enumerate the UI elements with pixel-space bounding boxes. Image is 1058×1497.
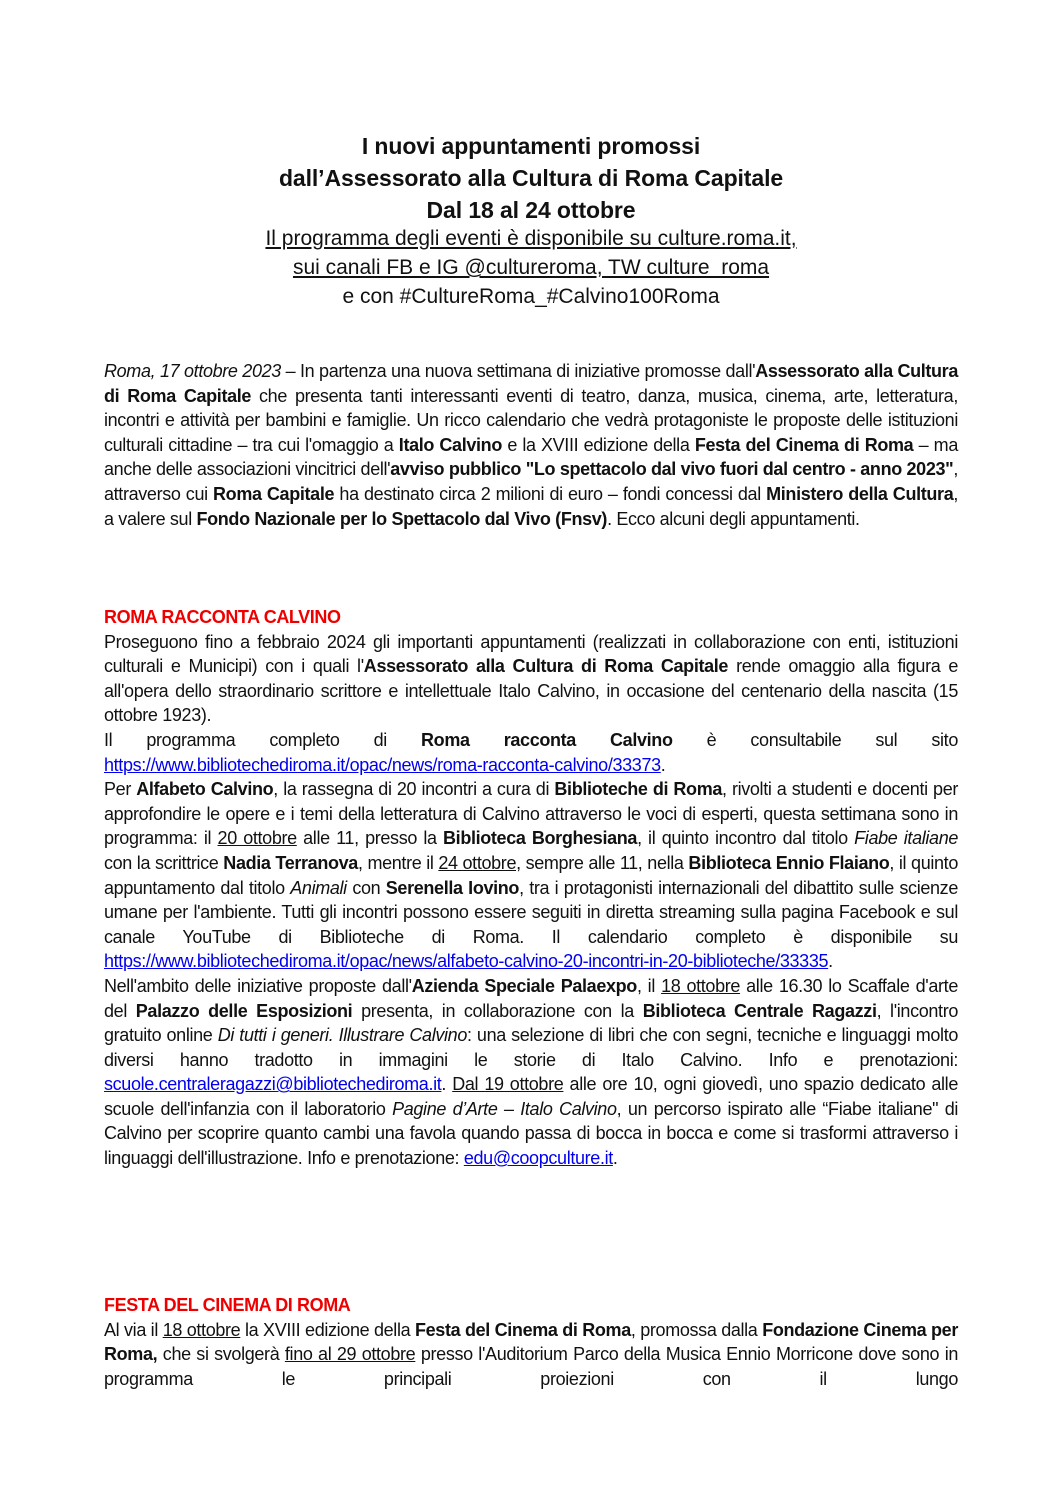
text: , rivolti a studenti e docenti per approfondire le opere e i temi della letteratura di Calvino attraverso le voci di esperti, questa settimana sono in programma: il	[104, 779, 959, 849]
bold-text: Alfabeto Calvino	[136, 779, 274, 800]
underlined-date: Dal 19 ottobre	[452, 1074, 564, 1095]
bold-text: Assessorato alla Cultura di Roma Capitale	[104, 361, 958, 406]
bold-text: Biblioteche di Roma	[554, 779, 723, 800]
alfabeto-calvino-link[interactable]: https://www.bibliotechediroma.it/opac/news/alfabeto-calvino-20-incontri-in-20-biblioteche/33335	[104, 951, 829, 972]
text: Per	[104, 779, 137, 800]
title-line-1: I nuovi appuntamenti promossi	[361, 133, 701, 159]
title-line-2: dall’Assessorato alla Cultura di Roma Capitale	[278, 165, 784, 191]
bold-text: Festa del Cinema di Roma	[694, 434, 914, 455]
text: presenta, in collaborazione con la	[352, 1000, 643, 1021]
text: , tra i protagonisti internazionali del dibattito sulle scienze umane per l'ambiente. Tutti gli incontri possono essere seguiti in diretta streaming sulla pagina Facebook e sul canale YouTube di Biblioteche di Roma. Il calendario completo è disponibile su	[104, 877, 958, 947]
text: , il	[636, 975, 662, 996]
subtitle-line-2: sui canali FB e IG @cultureroma, TW culture_roma	[292, 256, 770, 279]
subtitle	[104, 224, 958, 311]
bold-text: Azienda Speciale Palaexpo	[411, 975, 637, 996]
bold-text: Assessorato alla Cultura di Roma Capitale	[363, 656, 729, 677]
text: e la XVIII edizione della	[501, 434, 695, 455]
text: Al via il	[104, 1319, 163, 1340]
underlined-date: 20 ottobre	[217, 828, 297, 849]
bold-text: avviso pubblico "Lo spettacolo dal vivo fuori dal centro - anno 2023"	[390, 459, 954, 480]
text: la XVIII edizione della	[240, 1319, 415, 1340]
subtitle-line-1: Il programma degli eventi è disponibile su culture.roma.it,	[265, 227, 797, 250]
bold-text: Biblioteca Centrale Ragazzi	[642, 1000, 877, 1021]
text: sempre alle 11, nella	[520, 852, 689, 873]
text: alle 11, presso la	[296, 828, 444, 849]
bold-text: Palazzo delle Esposizioni	[135, 1000, 353, 1021]
text: è consultabile sul sito	[672, 729, 958, 750]
text: rende omaggio alla figura e all'opera dello straordinario scrittore e intellettuale Italo Calvino, in occasione del centenario della nascita (15 ottobre 1923).	[104, 656, 958, 726]
text: .	[612, 1148, 618, 1169]
text: che si svolgerà	[157, 1344, 285, 1365]
text: , la rassegna di 20 incontri a cura di	[273, 779, 555, 800]
scuole-email-link[interactable]: scuole.centraleragazzi@bibliotechediroma.it	[104, 1074, 442, 1095]
italic-title: Fiabe italiane	[854, 828, 959, 849]
text: : una selezione di libri che con segni, tecniche e linguaggi molto diversi hanno tradotto in immagini le storie di Italo Calvino. Info e prenotazioni:	[104, 1025, 959, 1070]
text: .	[660, 754, 666, 775]
text: con la scrittrice	[104, 852, 224, 873]
text: , un percorso ispirato alle “Fiabe italiane" di Calvino per scoprire quanto cambi una favola quando passa di bocca in bocca e come si trasformi attraverso i linguaggi dell'illustrazione. Info e prenotazione:	[104, 1098, 958, 1169]
underlined-date: 24 ottobre,	[438, 852, 521, 873]
section-heading: ROMA RACCONTA CALVINO	[104, 607, 341, 627]
dateline: Roma, 17 ottobre 2023	[104, 361, 281, 381]
subtitle-line-3: e con #CultureRoma_#Calvino100Roma	[342, 285, 720, 308]
text: , il quinto incontro dal titolo	[637, 828, 855, 849]
bold-text: Italo Calvino	[398, 434, 502, 455]
paragraph	[104, 974, 958, 1171]
intro-paragraph	[104, 359, 958, 531]
text: – ma anche delle associazioni vincitrici dell'	[104, 434, 958, 480]
text: , il quinto appuntamento dal titolo	[104, 852, 958, 898]
italic-title: Pagine d’Arte – Italo Calvino	[392, 1098, 617, 1119]
text: – In partenza una nuova settimana di iniziative promosse dall'	[280, 361, 756, 381]
text: presso l'Auditorium Parco della Musica Ennio Morricone dove sono in programma le principali proiezioni con il lungo	[104, 1344, 958, 1389]
bold-text: Fondazione Cinema per Roma,	[104, 1319, 958, 1365]
paragraph	[104, 777, 958, 974]
bold-text: Roma Capitale	[213, 483, 335, 504]
italic-title: Animali	[290, 877, 347, 898]
text: , a valere sul	[104, 483, 959, 529]
section-festa-del-cinema	[104, 1293, 958, 1391]
bold-text: Biblioteca Ennio Flaiano	[688, 852, 890, 873]
paragraph	[104, 1318, 958, 1392]
text: con	[346, 877, 386, 898]
bold-text: Ministero della Cultura	[766, 483, 954, 504]
text: che presenta tanti interessanti eventi di teatro, danza, musica, cinema, arte, letteratura, incontri e attività per bambini e famiglie. Un ricco calendario che vedrà protagoniste le proposte delle istituzioni culturali cittadine – tra cui l'omaggio a	[104, 385, 958, 455]
bold-text: Nadia Terranova	[223, 852, 358, 873]
bold-text: Fondo Nazionale per lo Spettacolo dal Vivo (Fnsv)	[196, 508, 608, 529]
page-title	[104, 130, 958, 226]
text: .	[828, 951, 833, 972]
paragraph	[104, 630, 958, 728]
text: Proseguono fino a febbraio 2024 gli importanti appuntamenti (realizzati in collaborazione con enti, istituzioni culturali e Municipi) con i quali l'	[104, 631, 958, 677]
text: .	[441, 1074, 453, 1095]
text: alle ore 10, ogni giovedì, uno spazio dedicato alle scuole dell'infanzia con il laboratorio	[104, 1074, 958, 1119]
paragraph	[104, 728, 958, 777]
bold-text: Festa del Cinema di Roma	[414, 1319, 631, 1340]
section-heading: FESTA DEL CINEMA DI ROMA	[104, 1295, 351, 1315]
italic-title: Di tutti i generi. Illustrare Calvino	[217, 1025, 467, 1046]
text: alle 16.30 lo Scaffale d'arte del	[104, 975, 958, 1021]
text: . Ecco alcuni degli appuntamenti.	[607, 508, 860, 529]
text: , l'incontro gratuito online	[104, 1000, 959, 1046]
underlined-date: 18 ottobre	[661, 975, 741, 996]
text: ha destinato circa 2 milioni di euro – fondi concessi dal	[334, 483, 767, 504]
underlined-date: 18 ottobre	[162, 1319, 241, 1340]
section-roma-racconta-calvino	[104, 605, 958, 1171]
title-line-3: Dal 18 al 24 ottobre	[426, 197, 636, 223]
bold-text: Biblioteca Borghesiana	[443, 828, 638, 849]
text: Nell'ambito delle iniziative proposte dall'	[104, 975, 412, 996]
roma-racconta-calvino-link[interactable]: https://www.bibliotechediroma.it/opac/news/roma-racconta-calvino/33373	[104, 754, 661, 775]
text: , promossa dalla	[630, 1319, 763, 1340]
text: , mentre il	[357, 852, 439, 873]
text: Il programma completo di	[104, 729, 422, 750]
coopculture-email-link[interactable]: edu@coopculture.it	[463, 1148, 613, 1169]
bold-text: Serenella Iovino	[385, 877, 520, 898]
bold-text: Roma racconta Calvino	[421, 729, 673, 750]
underlined-date: fino al 29 ottobre	[284, 1344, 416, 1365]
text: , attraverso cui	[104, 459, 958, 504]
